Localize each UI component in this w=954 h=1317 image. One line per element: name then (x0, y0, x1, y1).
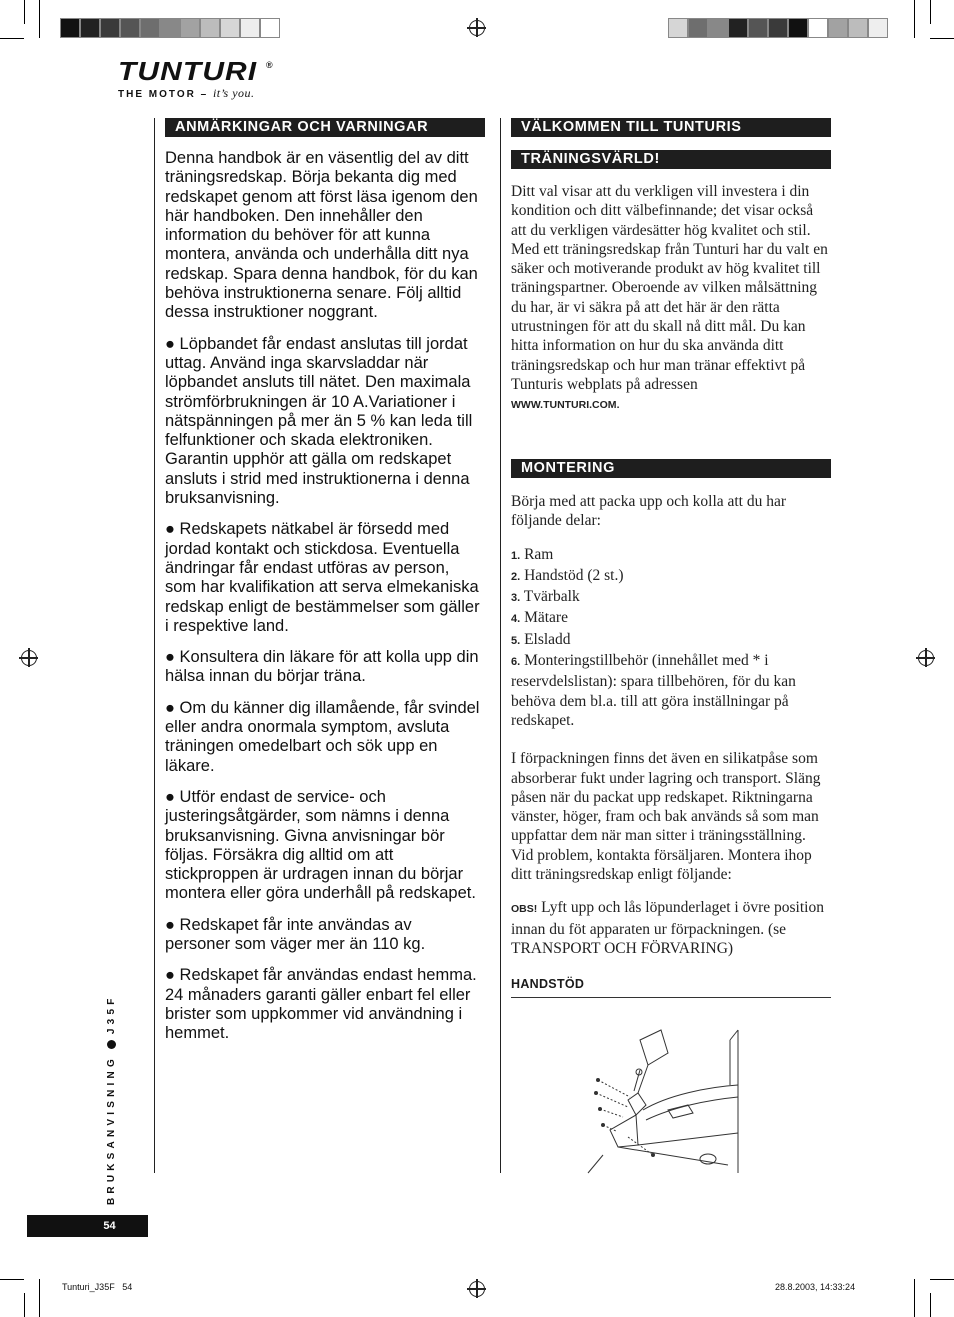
parts-list (511, 545, 831, 731)
bullet-item: ● Löpbandet får endast anslutas till jordat uttag. Använd inga skarvsladdar när löpbandet ansluts till nätet. Den maximala strömförbrukningen är 10 A.Variationer i nätspänningen på mer än 5 % kan leda till felfunktioner och skada elektroniken. Garantin upphör att gälla om redskapet ansluts i strid med instruktionerna i denna bruksanvisning. (165, 334, 473, 508)
heading-notes-warnings: ANMÄRKINGAR OCH VARNINGAR (165, 118, 485, 137)
color-bar-right (668, 18, 888, 38)
column-rule-middle (500, 118, 501, 1173)
tunturi-logo (118, 56, 273, 101)
registration-mark-icon (918, 650, 934, 666)
bullet-item: ● Redskapet får användas endast hemma. 24 månaders garanti gäller enbart fel eller brister som uppkommer vid användning i hemmet. (165, 966, 477, 1043)
registration-mark-icon (469, 1281, 485, 1297)
logo-registered: ® (266, 60, 273, 70)
registration-mark-icon (469, 20, 485, 36)
packing-text: I förpackningen finns det även en silikatpåse som absorberar fukt under lagring och transport. Släng påsen när du packat upp redskapet. Riktningarna vänster, höger, fram och bak används så som man uppfattar dem när man sitter i träningsställning. Vid problem, kontakta försäljaren. Montera ihop ditt träningsredskap enligt följande: (511, 750, 821, 884)
footer-file-info: Tunturi_J35F 54 (62, 1282, 133, 1292)
website-link[interactable]: WWW.TUNTURI.COM (511, 399, 617, 412)
logo-tagline-italic: it’s you. (212, 86, 255, 100)
heading-welcome-line2: TRÄNINGSVÄRLD! (511, 150, 831, 169)
treadmill-handrail-illustration (578, 1025, 740, 1175)
page-number: 54 (27, 1215, 148, 1237)
crop-mark (39, 1279, 40, 1317)
list-item: 2. Handstöd (2 st.) (511, 566, 624, 584)
footer-timestamp: 28.8.2003, 14:33:24 (775, 1282, 856, 1292)
list-item: 4. Mätare (511, 609, 568, 627)
crop-mark (0, 1279, 24, 1280)
crop-mark (24, 0, 25, 24)
bullet-item: ● Konsultera din läkare för att kolla upp din hälsa innan du börjar träna. (165, 648, 479, 686)
assembly-text-block (511, 492, 831, 958)
list-item: 5. Elsladd (511, 630, 571, 648)
website-period: . (616, 399, 620, 412)
obs-text: Lyft upp och lås löpunderlaget i övre position innan du föt apparaten ur förpackningen. (se TRANSPORT OCH FÖRVARING) (511, 899, 824, 957)
bullet-item: ● Om du känner dig illamående, får svindel eller andra onormala symptom, avsluta träningen omedelbart och sök upp en läkare. (165, 698, 480, 775)
list-item: 6. Monteringstillbehör (innehållet med * i reservdelslistan): spara tillbehören, för du kan behöva dem bl.a. till att göra inställningar på redskapet. (511, 652, 796, 729)
obs-label: OBS! (511, 903, 538, 916)
crop-mark (930, 1293, 931, 1317)
side-label-manual: BRUKSANVISNING (106, 1055, 117, 1205)
side-label-model: J35F (106, 994, 117, 1035)
heading-welcome-line1: VÄLKOMMEN TILL TUNTURIS (511, 118, 831, 137)
assembly-intro: Börja med att packa upp och kolla att du har följande delar: (511, 493, 787, 530)
bullet-item: ● Utför endast de service- och justeringsåtgärder, som nämns i denna bruksanvisning. Givna anvisningar bör följas. Försäkra dig alltid om att stickproppen är urdragen innan du börjar montera eller göra underhåll på redskapet. (165, 787, 476, 903)
column-rule-left (154, 118, 155, 1173)
logo-tagline (118, 86, 255, 101)
crop-mark (930, 0, 931, 24)
crop-mark (0, 38, 24, 39)
registration-mark-icon (21, 650, 37, 666)
side-label (106, 994, 117, 1205)
obs-note (511, 898, 831, 958)
bullet-item: ● Redskapets nätkabel är försedd med jordad kontakt och stickdosa. Eventuella ändringar får endast utföras av person, som har kvalifikation att serva elmekaniska redskap enligt de bestämmelser som gäller i respektive land. (165, 520, 480, 635)
logo-tagline-main: THE MOTOR – (118, 89, 209, 100)
list-item: 3. Tvärbalk (511, 588, 580, 606)
crop-mark (930, 1279, 954, 1280)
crop-mark (39, 0, 40, 38)
bullet-dot-icon (107, 1040, 116, 1049)
crop-mark (24, 1293, 25, 1317)
welcome-text: Ditt val visar att du verkligen vill investera i din kondition och ditt välbefinnande; det visar också att du verkligen värdesätter hög kvalitet och stil. Med ett träningsredskap från Tunturi har du valt en säker och motiverande produkt av hög kvalitet till träningspartner. Oberoende av vilken målsättning du har, är vi säkra på att det här är den rätta utrustningen för att du skall nå ditt mål. Du kan hitta information on hur du ska använda ditt träningsredskap och hur man tränar effektivt på Tunturis webplats på adressen (511, 183, 828, 393)
welcome-text-block (511, 182, 831, 416)
paragraph: Denna handbok är en väsentlig del av ditt träningsredskap. Börja bekanta dig med redskapet genom att först läsa igenom den här handboken. Den innehåller den information du behöver för att kunna montera, använda och underhålla ditt nya redskap. Spara denna handbok, för du kan behöva instruktionerna senare. Följ alltid dessa instruktioner noggrant. (165, 149, 478, 322)
crop-mark (914, 0, 915, 38)
bullet-item: ● Redskapet får inte användas av personer som väger mer än 110 kg. (165, 915, 426, 953)
logo-brand: TUNTURI (118, 56, 258, 86)
subheading-handrail: HANDSTÖD (511, 977, 585, 991)
crop-mark (914, 1279, 915, 1317)
heading-assembly: MONTERING (511, 459, 831, 478)
color-bar-left (60, 18, 280, 38)
crop-mark (930, 38, 954, 39)
list-item: 1. Ram (511, 545, 554, 563)
left-column (165, 149, 480, 1055)
divider (511, 997, 831, 998)
